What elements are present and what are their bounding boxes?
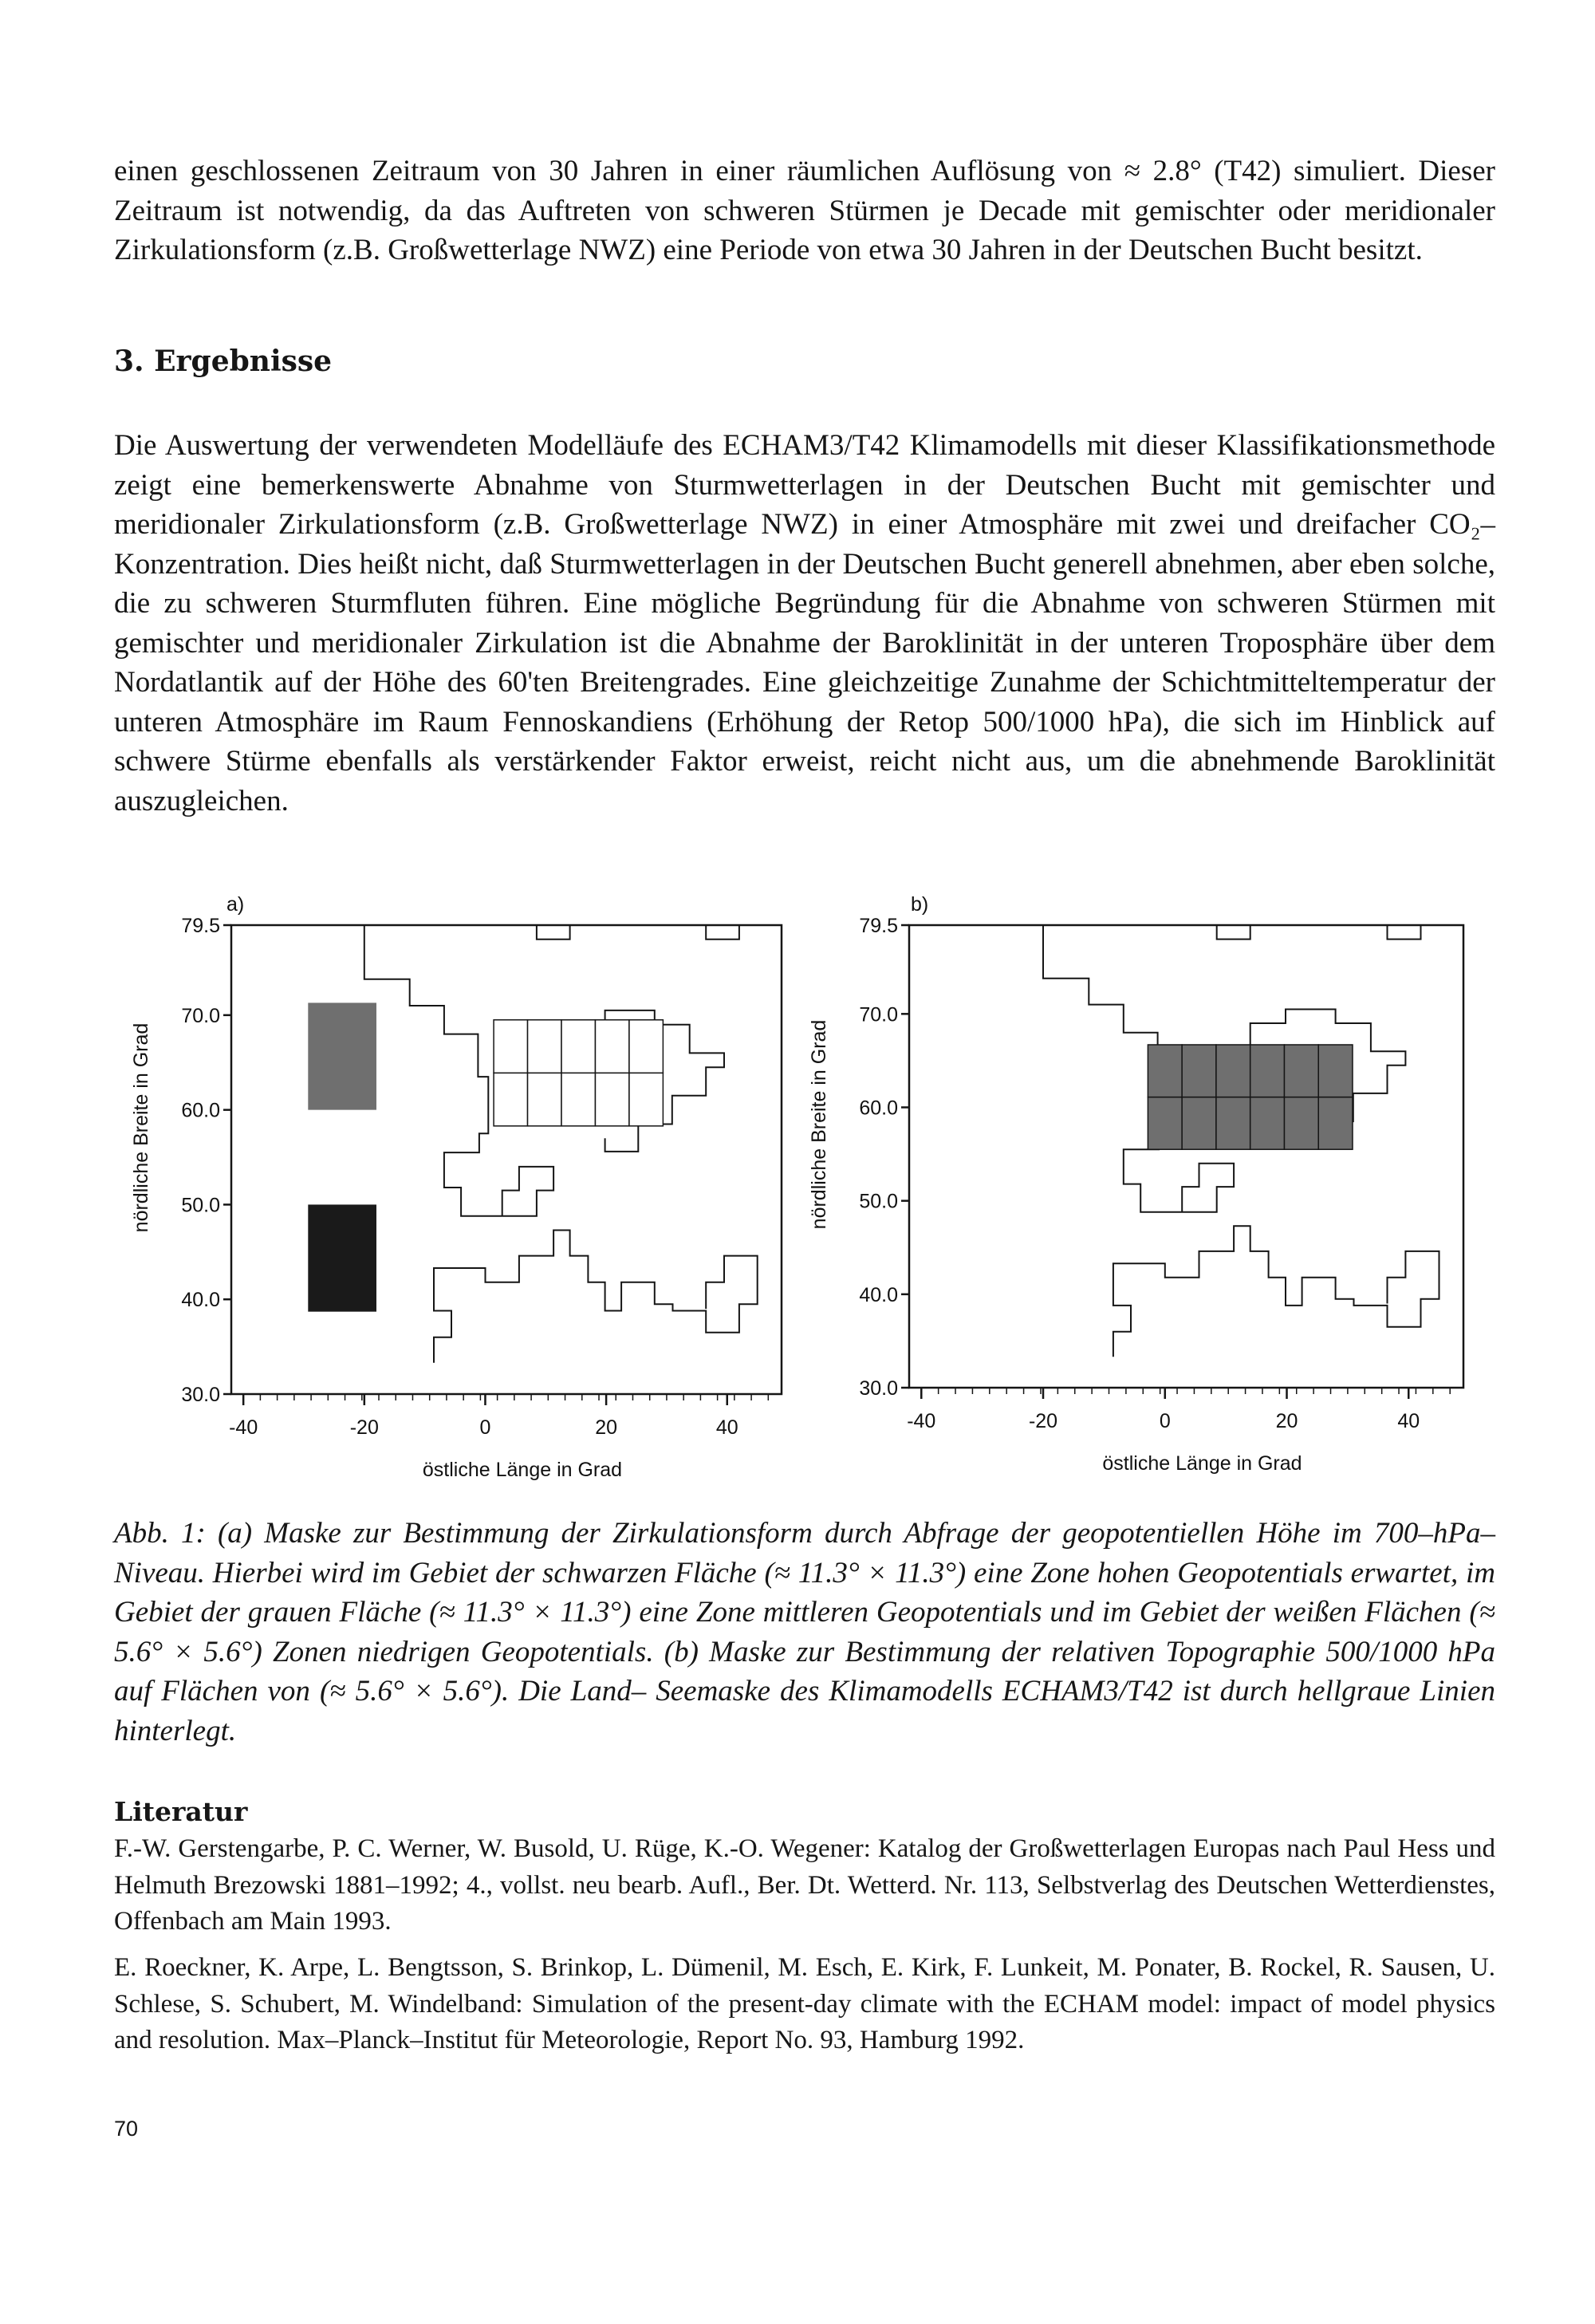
gray-grid-cell: [1284, 1097, 1318, 1150]
y-tick-label: 79.5: [181, 915, 220, 937]
gray-grid-cell: [1182, 1045, 1216, 1097]
gray-grid-cell: [1250, 1045, 1285, 1097]
x-tick-label: 20: [595, 1416, 618, 1439]
y-tick-label: 79.5: [859, 915, 898, 937]
white-grid-cell: [595, 1020, 628, 1073]
y-tick-label: 30.0: [859, 1377, 898, 1400]
y-tick-label: 40.0: [181, 1289, 220, 1312]
y-axis-title: nördliche Breite in Grad: [808, 1019, 830, 1230]
panel-label: a): [226, 893, 245, 916]
x-tick-label: -20: [349, 1416, 379, 1439]
y-tick-label: 50.0: [181, 1194, 220, 1217]
white-grid-cell: [629, 1073, 663, 1126]
x-tick-label: 40: [1397, 1410, 1420, 1432]
gray-grid-cell: [1148, 1097, 1182, 1150]
x-tick-label: -40: [907, 1410, 936, 1432]
gray-area: [308, 1002, 376, 1109]
x-tick-label: -20: [1028, 1410, 1058, 1432]
black-area: [308, 1204, 376, 1311]
gray-grid-cell: [1318, 1045, 1353, 1097]
plot-frame: [909, 925, 1463, 1388]
gray-grid-cell: [1250, 1097, 1285, 1150]
white-grid-cell: [528, 1020, 561, 1073]
paragraph-results: Die Auswertung der verwendeten Modelläufe des ECHAM3/T42 Klimamodells mit dieser Klassifikationsmethode zeigt eine bemerkenswerte Abnahme von Sturmwetterlagen in der Deutschen Bucht mit gemischter und meridionaler Zirkulationsform (z.B. Großwetterlage NWZ) in einer Atmosphäre mit zwei und dreifacher CO₂–Konzentration. Dies heißt nicht, daß Sturmwetterlagen in der Deutschen Bucht generell abnehmen, aber eben solche, die zu schweren Sturmfluten führen. Eine mögliche Begründung für die Abnahme von schweren Stürmen mit gemischter und meridionaler Zirkulation ist die Abnahme der Baroklinität in der unteren Troposphäre über dem Nordatlantik auf der Höhe des 60'ten Breitengrades. Eine gleichzeitige Zunahme der Schichtmitteltemperatur der unteren Atmosphäre im Raum Fennoskandiens (Erhöhung der Retop 500/1000 hPa), die sich im Hinblick auf schwere Stürme ebenfalls als verstärkender Faktor erweist, reicht nicht aus, um die abnehmende Baroklinität auszugleichen.: [114, 429, 1495, 817]
x-axis-title: östliche Länge in Grad: [422, 1459, 623, 1481]
y-tick-label: 60.0: [181, 1099, 220, 1122]
panel-a: [130, 893, 782, 1481]
gray-grid-cell: [1148, 1045, 1182, 1097]
gray-grid-cell: [1216, 1097, 1250, 1150]
y-tick-label: 70.0: [859, 1003, 898, 1026]
reference-gerstengarbe: F.-W. Gerstengarbe, P. C. Werner, W. Busold, U. Rüge, K.-O. Wegener: Katalog der Großwetterlagen Europas nach Paul Hess und Helmuth Brezowski 1881–1992; 4., vollst. neu bearb. Aufl., Ber. Dt. Wetterd. Nr. 113, Selbstverlag des Deutschen Wetterdienstes, Offenbach am Main 1993.: [114, 1834, 1495, 1936]
x-tick-label: 0: [1159, 1410, 1171, 1432]
x-tick-label: 0: [479, 1416, 491, 1439]
x-tick-label: 20: [1275, 1410, 1298, 1432]
y-tick-label: 40.0: [859, 1283, 898, 1306]
paragraph-intro: einen geschlossenen Zeitraum von 30 Jahren in einer räumlichen Auflösung von ≈ 2.8° (T42) simuliert. Dieser Zeitraum ist notwendig, da das Auftreten von schweren Stürmen je Decade mit gemischter oder meridionaler Zirkulationsform (z.B. Großwetterlage NWZ) eine Periode von etwa 30 Jahren in der Deutschen Bucht besitzt.: [114, 155, 1495, 266]
gray-grid-cell: [1318, 1097, 1353, 1150]
white-grid-cell: [595, 1073, 628, 1126]
x-tick-label: -40: [229, 1416, 258, 1439]
x-tick-label: 40: [715, 1416, 738, 1439]
white-grid-cell: [561, 1020, 595, 1073]
panel-b: [808, 893, 1463, 1475]
x-axis-title: östliche Länge in Grad: [1102, 1452, 1302, 1475]
y-tick-label: 30.0: [181, 1384, 220, 1406]
reference-roeckner: E. Roeckner, K. Arpe, L. Bengtsson, S. Brinkop, L. Dümenil, M. Esch, E. Kirk, F. Lunkeit, M. Ponater, B. Rockel, R. Sausen, U. Schlese, S. Schubert, M. Windelband: Simulation of the present-day climate with the ECHAM model: impact of model physics and resolution. Max–Planck–Institut für Meteorologie, Report No. 93, Hamburg 1992.: [114, 1953, 1495, 2054]
section-heading: 3. Ergebnisse: [114, 345, 333, 378]
white-grid-cell: [561, 1073, 595, 1126]
white-grid-cell: [494, 1073, 527, 1126]
gray-grid-cell: [1216, 1045, 1250, 1097]
literature-heading: Literatur: [114, 1796, 248, 1827]
y-tick-label: 60.0: [859, 1097, 898, 1120]
gray-grid-cell: [1284, 1045, 1318, 1097]
panel-label: b): [911, 893, 929, 916]
figure-caption: Abb. 1: (a) Maske zur Bestimmung der Zirkulationsform durch Abfrage der geopotentiellen Höhe im 700–hPa–Niveau. Hierbei wird im Gebiet der schwarzen Fläche (≈ 11.3° × 11.3°) eine Zone hohen Geopotentials erwartet, im Gebiet der grauen Fläche (≈ 11.3° × 11.3°) eine Zone mittleren Geopotentials und im Gebiet der weißen Flächen (≈ 5.6° × 5.6°) Zonen niedrigen Geopotentials. (b) Maske zur Bestimmung der relativen Topographie 500/1000 hPa auf Flächen von (≈ 5.6° × 5.6°). Die Land– Seemaske des Klimamodells ECHAM3/T42 ist durch hellgraue Linien hinterlegt.: [114, 1517, 1495, 1747]
y-tick-label: 70.0: [181, 1004, 220, 1027]
y-tick-label: 50.0: [859, 1190, 898, 1213]
gray-grid-cell: [1182, 1097, 1216, 1150]
white-grid-cell: [494, 1020, 527, 1073]
page-number: 70: [114, 2117, 139, 2141]
y-axis-title: nördliche Breite in Grad: [130, 1022, 152, 1233]
white-grid-cell: [629, 1020, 663, 1073]
white-grid-cell: [528, 1073, 561, 1126]
plot-frame: [231, 925, 782, 1394]
